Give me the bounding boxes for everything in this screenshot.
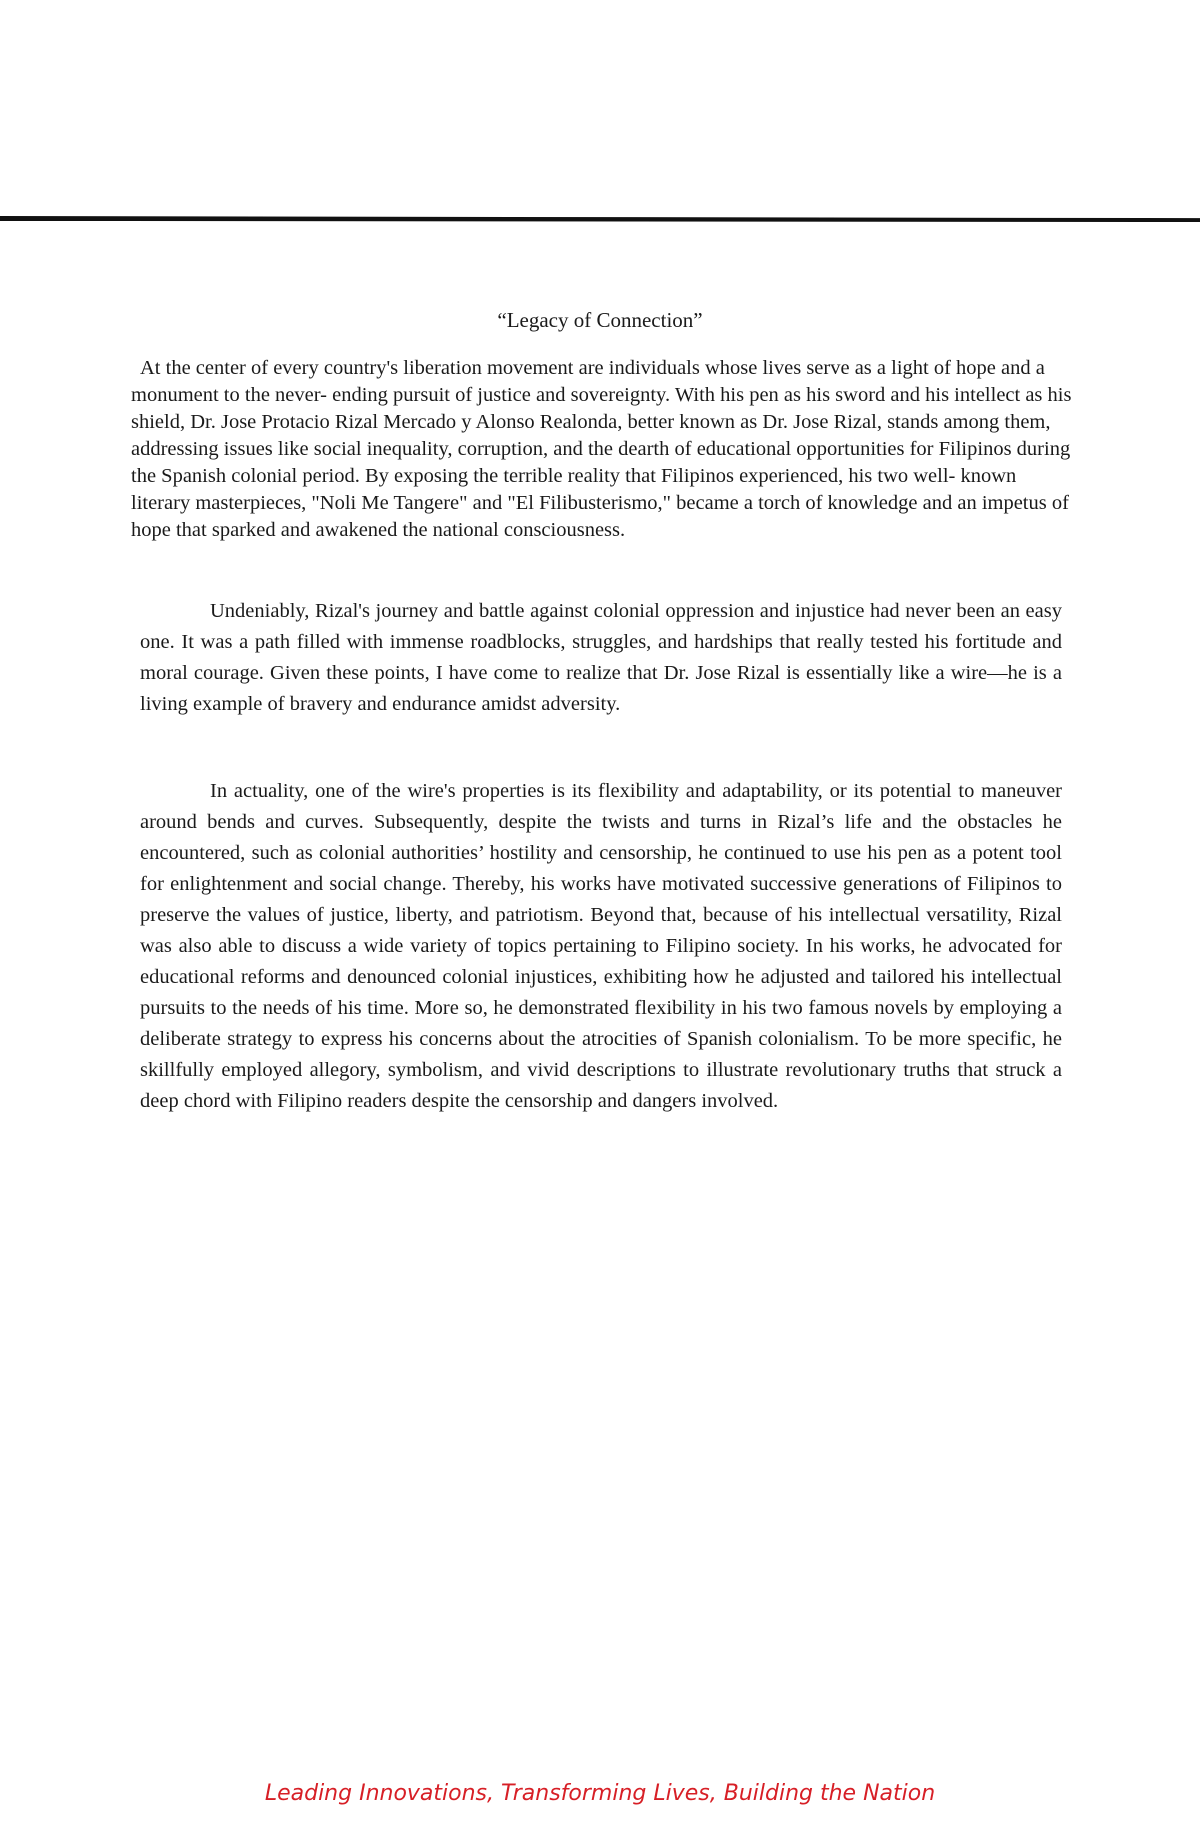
header-rule xyxy=(0,215,1200,222)
paragraph-journey: Undeniably, Rizal's journey and battle against colonial oppression and injustice had never been an easy one. It was a path filled with immense roadblocks, struggles, and hardships that really tested his fortitude and moral courage. Given these points, I have come to realize that Dr. Jose Rizal is essentially like a wire—he is a living example of bravery and endurance amidst adversity. xyxy=(140,600,1062,715)
document-title: “Legacy of Connection” xyxy=(497,308,703,332)
paragraph-introduction: At the center of every country's liberation movement are individuals whose lives serve as a light of hope and a monument to the never- ending pursuit of justice and sovereignty. With his pen as his sword and his intellect as his shield, Dr. Jose Protacio Rizal Mercado y Alonso Realonda, better known as Dr. Jose Rizal, stands among them, addressing issues like social inequality, corruption, and the dearth of educational opportunities for Filipinos during the Spanish colonial period. By exposing the terrible reality that Filipinos experienced, his two well- known literary masterpieces, "Noli Me Tangere" and "El Filibusterismo," became a torch of knowledge and an impetus of hope that sparked and awakened the national consciousness. xyxy=(131,357,1072,541)
paragraph-flexibility: In actuality, one of the wire's properties is its flexibility and adaptability, or its potential to maneuver around bends and curves. Subsequently, despite the twists and turns in Rizal’s life and the obstacles he encountered, such as colonial authorities’ hostility and censorship, he continued to use his pen as a potent tool for enlightenment and social change. Thereby, his works have motivated successive generations of Filipinos to preserve the values of justice, liberty, and patriotism. Beyond that, because of his intellectual versatility, Rizal was also able to discuss a wide variety of topics pertaining to Filipino society. In his works, he advocated for educational reforms and denounced colonial injustices, exhibiting how he adjusted and tailored his intellectual pursuits to the needs of his time. More so, he demonstrated flexibility in his two famous novels by employing a deliberate strategy to express his concerns about the atrocities of Spanish colonialism. To be more specific, he skillfully employed allegory, symbolism, and vivid descriptions to illustrate revolutionary truths that struck a deep chord with Filipino readers despite the censorship and dangers involved. xyxy=(140,780,1062,1112)
footer-tagline: Leading Innovations, Transforming Lives, Building the Nation xyxy=(264,1781,936,1806)
